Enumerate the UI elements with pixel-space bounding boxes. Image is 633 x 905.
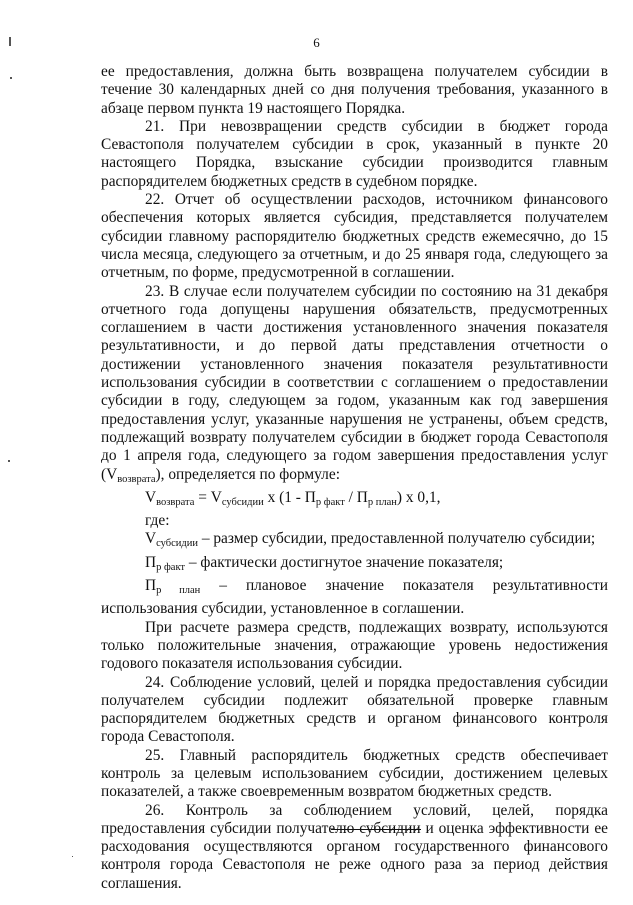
paragraph-21: 21. При невозвращении средств субсидии в бюджет города Севастополя получателем субсидии в срок, указанный в пункте 20 настоящего Порядка, взыскание субсидии производится главным распорядителем бюджетных средств в судебном порядке. <box>101 117 608 190</box>
definition-p-fact <box>101 554 608 577</box>
def-v-symbol: V <box>145 530 157 548</box>
def-pp-subscript: р план <box>156 585 201 597</box>
formula-pfact-subscript: р факт <box>315 496 345 508</box>
v-return-subscript: возврата <box>117 473 156 485</box>
def-pp-symbol: П <box>145 577 157 595</box>
formula <box>101 489 608 512</box>
scan-artifact <box>8 460 10 462</box>
paragraph-25: 25. Главный распорядитель бюджетных средств обеспечивает контроль за целевым использованием субсидии, достижением целевых показателей, а также своевременным возвратом бюджетных средств. <box>101 746 608 801</box>
paragraph-calculation: При расчете размера средств, подлежащих возврату, используются только положительные значения, отражающие уровень недостижения годового показателя использования субсидии. <box>101 618 608 673</box>
def-pf-text: – фактически достигнутое значение показателя; <box>185 553 504 571</box>
def-pf-symbol: П <box>145 553 157 571</box>
formula-tail: ) x 0,1, <box>396 488 441 506</box>
formula-where: где: <box>145 512 170 530</box>
closing-rule <box>331 829 421 830</box>
paragraph-22: 22. Отчет об осуществлении расходов, источником финансового обеспечения которых является субсидия, представляется получателем субсидии главному распорядителю бюджетных средств ежемесячно, до 15 числа месяца, следующего за отчетным, и до 25 января года, следующего за отчетным, по форме, предусмотренной в соглашении. <box>101 191 608 282</box>
paragraph-26: 26. Контроль за соблюдением условий, целей, порядка предоставления субсидии получателю субсидии и оценка эффективности ее расходования осуществляются органом государственного финансового контроля города Севастополя не реже одного раза за период действия соглашения. <box>101 801 608 892</box>
paragraph-23 <box>101 283 608 489</box>
page-number: 6 <box>313 35 320 50</box>
formula-equals: = V <box>194 488 222 506</box>
scan-artifact <box>72 856 73 857</box>
paragraph-23-ending: ), определяется по формуле: <box>155 465 340 483</box>
scan-artifact <box>9 37 11 46</box>
document-body <box>101 63 608 893</box>
paragraph-continuation: ее предоставления, должна быть возвращена получателем субсидии в течение 30 календарных дней со дня получения требования, указанного в абзаце первом пункта 19 настоящего Порядка. <box>101 63 608 117</box>
paragraph-24: 24. Соблюдение условий, целей и порядка предоставления субсидии получателем субсидии подлежит обязательной проверке главным распорядителем бюджетных средств и органом финансового контроля города Севастополя. <box>101 673 608 746</box>
formula-v-subscript: возврата <box>156 496 195 508</box>
formula-v: V <box>145 488 157 506</box>
paragraph-23-text: 23. В случае если получателем субсидии по состоянию на 31 декабря отчетного года допущены нарушения обязательств, предусмотренных соглашением в части достижения установленного значения показателя результативности, и до первой даты представления отчетности о достижении установленного значения показателя результативности использования субсидии в соответствии с соглашением о предоставлении субсидии в году, следующем за годом, указанным как год завершения предоставления услуг, указанные нарушения не устранены, объем средств, подлежащий возврату получателем субсидии в бюджет города Севастополя до 1 апреля года, следующего за годом завершения предоставления услуг (V <box>101 282 608 483</box>
scan-artifact <box>10 77 12 79</box>
formula-pplan-subscript: р план <box>367 496 397 508</box>
def-v-subscript: субсидии <box>156 538 198 550</box>
def-pf-subscript: р факт <box>156 561 186 573</box>
definition-v-subsidy <box>101 530 608 553</box>
formula-vs-subscript: субсидии <box>221 496 264 508</box>
formula-slash: / П <box>344 488 368 506</box>
formula-middle: x (1 - П <box>263 488 316 506</box>
definition-p-plan <box>101 577 608 619</box>
def-pp-text: – плановое значение показателя результативности использования субсидии, установленное в соглашении. <box>101 577 608 618</box>
def-v-text: – размер субсидии, предоставленной получателю субсидии; <box>197 530 596 548</box>
